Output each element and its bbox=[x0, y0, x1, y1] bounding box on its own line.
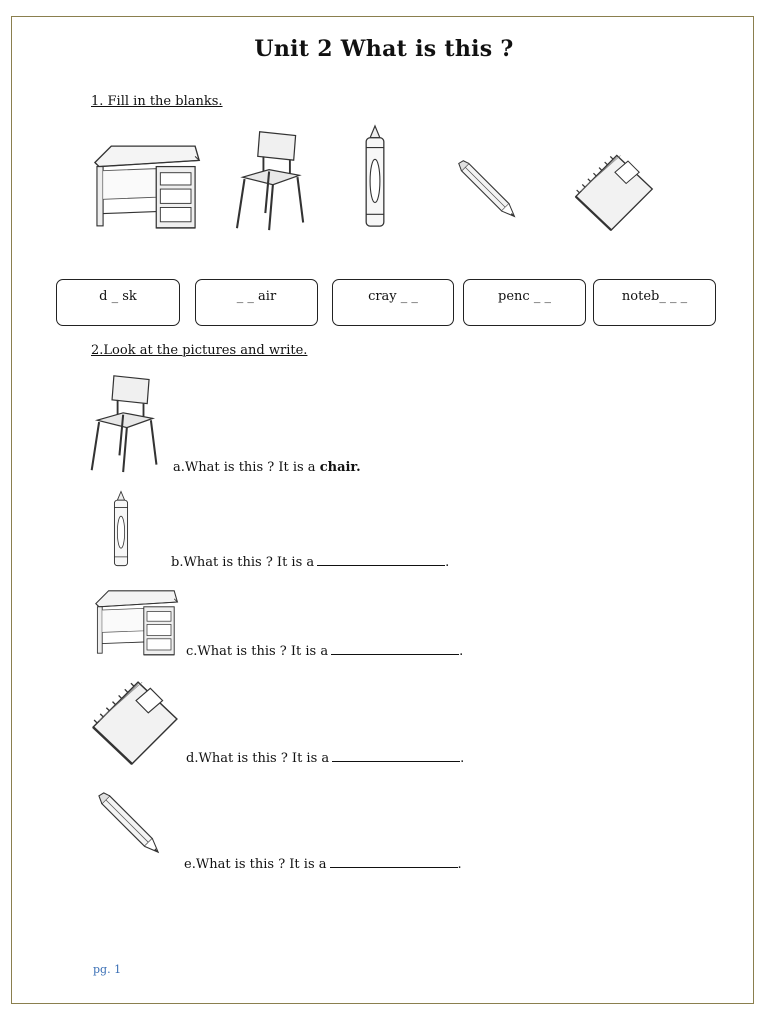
question-d-text: What is this ? It is a bbox=[198, 751, 330, 766]
notebook-icon bbox=[88, 674, 182, 766]
question-b bbox=[171, 553, 449, 570]
word-box-notebook: noteb_ _ _ bbox=[593, 279, 716, 326]
notebook-icon bbox=[570, 148, 658, 232]
word-box-crayon: cray _ _ bbox=[332, 279, 454, 326]
crayon-icon bbox=[108, 490, 134, 570]
answer-blank-e[interactable] bbox=[330, 855, 458, 868]
question-d-prefix: d. bbox=[186, 751, 199, 766]
question-e-prefix: e. bbox=[184, 857, 196, 872]
section-2-heading: 2.Look at the pictures and write. bbox=[91, 343, 308, 358]
section-1-heading: 1. Fill in the blanks. bbox=[91, 94, 223, 109]
question-e-text: What is this ? It is a bbox=[195, 857, 327, 872]
question-a-prefix: a. bbox=[173, 460, 185, 475]
question-e-end: . bbox=[457, 857, 462, 872]
page-number: pg. 1 bbox=[93, 963, 122, 976]
question-d-end: . bbox=[460, 751, 465, 766]
question-a-text: What is this ? It is a bbox=[184, 460, 316, 475]
question-c-end: . bbox=[459, 644, 464, 659]
answer-blank-b[interactable] bbox=[317, 553, 445, 566]
chair-icon bbox=[88, 372, 162, 474]
question-b-end: . bbox=[445, 555, 450, 570]
desk-icon bbox=[86, 140, 204, 232]
chair-icon bbox=[232, 128, 310, 232]
word-box-chair: _ _ air bbox=[195, 279, 318, 326]
question-e bbox=[184, 855, 462, 872]
answer-blank-c[interactable] bbox=[331, 642, 459, 655]
question-a bbox=[173, 460, 361, 475]
desk-icon bbox=[88, 586, 182, 658]
question-c-text: What is this ? It is a bbox=[197, 644, 329, 659]
question-b-prefix: b. bbox=[171, 555, 184, 570]
question-a-answer: chair. bbox=[319, 460, 361, 475]
question-c bbox=[186, 642, 463, 659]
crayon-icon bbox=[360, 124, 390, 232]
page-title: Unit 2 What is this ? bbox=[254, 36, 514, 62]
question-b-text: What is this ? It is a bbox=[183, 555, 315, 570]
word-box-desk: d _ sk bbox=[56, 279, 180, 326]
question-d bbox=[186, 749, 464, 766]
word-box-pencil: penc _ _ bbox=[463, 279, 586, 326]
pencil-icon bbox=[96, 788, 164, 860]
answer-blank-d[interactable] bbox=[332, 749, 460, 762]
question-c-prefix: c. bbox=[186, 644, 198, 659]
pencil-icon bbox=[456, 158, 520, 222]
